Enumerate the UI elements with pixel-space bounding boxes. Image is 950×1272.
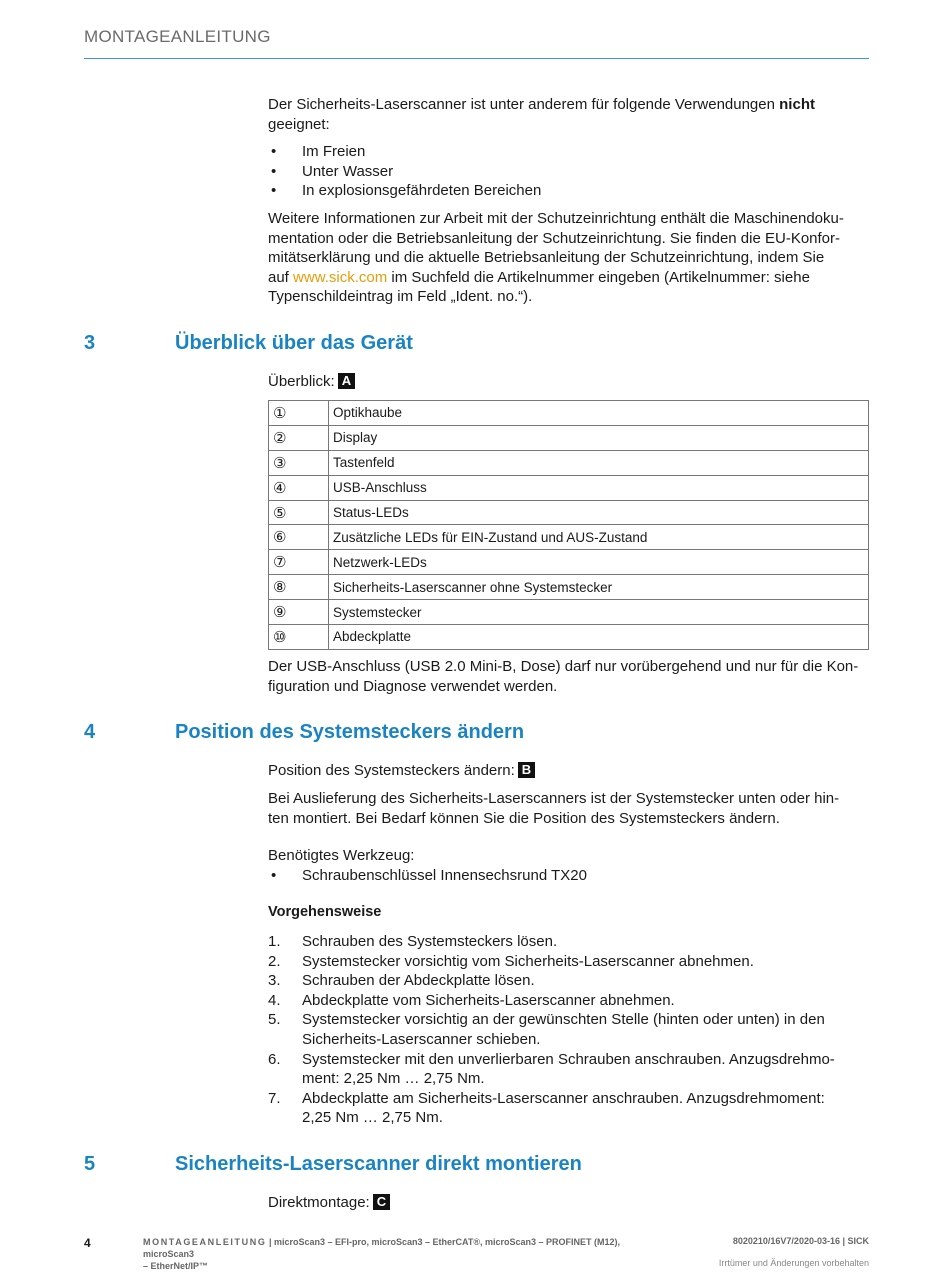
step-number: 1. <box>268 933 281 950</box>
step-text: 2,25 Nm … 2,75 Nm. <box>302 1109 443 1127</box>
tools-label: Benötigtes Werkzeug: <box>268 847 415 864</box>
table-row <box>269 475 869 500</box>
section-number: 5 <box>84 1153 96 1175</box>
figure-label: Position des Systemsteckers ändern: <box>268 762 515 779</box>
part-label: Status-LEDs <box>329 500 869 525</box>
part-number: ⑦ <box>269 550 329 575</box>
step-text: Systemstecker vorsichtig vom Sicherheits-Laserscanner abnehmen. <box>302 952 754 970</box>
info-line: Weitere Informationen zur Arbeit mit der Schutzeinrichtung enthält die Maschinendoku- <box>268 210 844 227</box>
part-number: ⑧ <box>269 575 329 600</box>
list-item: • Schraubenschlüssel Innensechsrund TX20 <box>268 866 869 886</box>
figure-reference <box>268 761 869 781</box>
intro-paragraph <box>268 95 869 134</box>
part-label: Sicherheits-Laserscanner ohne Systemstecker <box>329 575 869 600</box>
list-item: • Im Freien <box>268 142 869 162</box>
info-line: Typenschildeintrag im Feld „Ident. no.“). <box>268 288 533 306</box>
list-item <box>268 1050 869 1089</box>
table-row <box>269 625 869 650</box>
delivery-paragraph <box>268 789 869 828</box>
page-number: 4 <box>84 1236 91 1250</box>
tools-list <box>268 866 869 886</box>
page-header-title: MONTAGEANLEITUNG <box>84 27 271 46</box>
section-number: 4 <box>84 721 96 743</box>
step-text: Abdeckplatte vom Sicherheits-Laserscanner abnehmen. <box>302 991 675 1009</box>
delivery-line: Bei Auslieferung des Sicherheits-Laserscanners ist der Systemstecker unten oder hin- <box>268 790 840 807</box>
step-number: 6. <box>268 1050 281 1068</box>
step-number: 5. <box>268 1011 281 1029</box>
info-line: mitätserklärung und die aktuelle Betriebsanleitung der Schutzeinrichtung, indem Sie <box>268 249 825 267</box>
parts-table <box>268 400 869 650</box>
footer-products-2: – EtherNet/IP™ <box>143 1261 209 1271</box>
part-number: ⑥ <box>269 525 329 550</box>
step-number: 7. <box>268 1089 281 1107</box>
figure-letter-badge: A <box>338 373 355 389</box>
delivery-line: ten montiert. Bei Bedarf können Sie die Position des Systemsteckers ändern. <box>268 809 780 827</box>
table-row <box>269 525 869 550</box>
figure-letter-badge: C <box>373 1194 390 1210</box>
part-label: Netzwerk-LEDs <box>329 550 869 575</box>
usb-note-line: figuration und Diagnose verwendet werden. <box>268 677 558 695</box>
list-item <box>268 952 869 972</box>
step-text: Systemstecker mit den unverlierbaren Schrauben anschrauben. Anzugsdrehmo- <box>302 1050 835 1068</box>
table-row <box>269 575 869 600</box>
part-label: Abdeckplatte <box>329 625 869 650</box>
table-row <box>269 425 869 450</box>
info-line: mentation oder die Betriebsanleitung der Schutzeinrichtung. Sie finden die EU-Konfor- <box>268 229 841 247</box>
procedure-steps <box>268 932 869 1128</box>
intro-text: Der Sicherheits-Laserscanner ist unter anderem für folgende Verwendungen <box>268 96 780 113</box>
sick-website-link[interactable]: www.sick.com <box>293 268 388 286</box>
step-number: 3. <box>268 972 281 990</box>
part-number: ③ <box>269 450 329 475</box>
step-number: 4. <box>268 991 281 1009</box>
usb-note <box>268 657 869 696</box>
usb-note-line: Der USB-Anschluss (USB 2.0 Mini-B, Dose) darf nur vorübergehend und nur für die Kon- <box>268 658 859 675</box>
procedure-heading: Vorgehensweise <box>268 904 382 920</box>
step-text: Schrauben der Abdeckplatte lösen. <box>302 972 535 990</box>
step-text: Sicherheits-Laserscanner schieben. <box>302 1030 541 1048</box>
table-row <box>269 550 869 575</box>
step-text: Abdeckplatte am Sicherheits-Laserscanner anschrauben. Anzugsdrehmoment: <box>302 1089 825 1107</box>
figure-reference <box>268 372 869 392</box>
part-number: ① <box>269 401 329 426</box>
list-item <box>268 991 869 1011</box>
section-title: Überblick über das Gerät <box>175 332 413 354</box>
figure-reference <box>268 1193 869 1213</box>
unsuitable-uses-list <box>268 142 869 201</box>
info-line: im Suchfeld die Artikelnummer eingeben (Artikelnummer: siehe <box>387 268 810 286</box>
step-text: ment: 2,25 Nm … 2,75 Nm. <box>302 1070 485 1088</box>
section-title: Sicherheits-Laserscanner direkt montieren <box>175 1153 582 1175</box>
part-label: Zusätzliche LEDs für EIN-Zustand und AUS-Zustand <box>329 525 869 550</box>
part-number: ⑩ <box>269 625 329 650</box>
table-row <box>269 600 869 625</box>
table-row <box>269 450 869 475</box>
part-label: Optikhaube <box>329 401 869 426</box>
intro-text-2: geeignet: <box>268 115 330 133</box>
section-number: 3 <box>84 332 96 354</box>
footer-disclaimer: Irrtümer und Änderungen vorbehalten <box>718 1258 869 1268</box>
footer-doc-info <box>143 1236 673 1272</box>
footer-products: | microScan3 – EFI-pro, microScan3 – EtherCAT®, microScan3 – PROFINET (M12), microScan3 <box>143 1237 621 1259</box>
step-number: 2. <box>268 952 281 970</box>
list-item <box>268 1089 869 1128</box>
footer-doc-id: 8020210/16V7/2020-03-16 | SICK <box>732 1236 869 1246</box>
part-number: ⑤ <box>269 500 329 525</box>
part-label: Systemstecker <box>329 600 869 625</box>
table-row <box>269 500 869 525</box>
list-item: • In explosionsgefährdeten Bereichen <box>268 181 869 201</box>
step-text: Systemstecker vorsichtig an der gewünschten Stelle (hinten oder unten) in den <box>302 1011 825 1029</box>
figure-letter-badge: B <box>518 762 535 778</box>
part-label: Display <box>329 425 869 450</box>
footer-doc-title: MONTAGEANLEITUNG <box>143 1237 267 1247</box>
part-number: ④ <box>269 475 329 500</box>
header-divider <box>84 58 869 59</box>
list-item <box>268 971 869 991</box>
intro-emphasis: nicht <box>779 96 815 113</box>
step-text: Schrauben des Systemsteckers lösen. <box>302 933 558 950</box>
info-paragraph <box>268 209 869 307</box>
figure-label: Überblick: <box>268 373 335 390</box>
part-label: USB-Anschluss <box>329 475 869 500</box>
list-item <box>268 932 869 952</box>
list-item <box>268 1010 869 1049</box>
part-number: ⑨ <box>269 600 329 625</box>
table-row <box>269 401 869 426</box>
info-line: auf <box>268 268 294 286</box>
section-title: Position des Systemsteckers ändern <box>175 721 525 743</box>
part-number: ② <box>269 425 329 450</box>
figure-label: Direktmontage: <box>268 1194 370 1211</box>
part-label: Tastenfeld <box>329 450 869 475</box>
list-item: • Unter Wasser <box>268 162 869 182</box>
